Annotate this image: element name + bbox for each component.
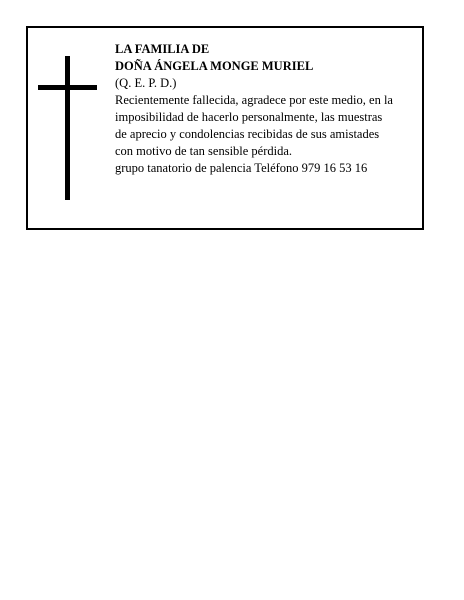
obituary-notice	[26, 26, 424, 230]
notice-heading-family: LA FAMILIA DE	[115, 42, 210, 56]
notice-footer-contact: grupo tanatorio de palencia Teléfono 979 16 53 16	[115, 161, 368, 175]
cross-horizontal-bar	[38, 85, 97, 90]
notice-body-line: de aprecio y condolencias recibidas de sus amistades	[115, 127, 380, 141]
notice-qepd: (Q. E. P. D.)	[115, 76, 177, 90]
cross-vertical-bar	[65, 56, 70, 200]
notice-body-line: Recientemente fallecida, agradece por este medio, en la	[115, 93, 393, 107]
notice-body-line: imposibilidad de hacerlo personalmente, las muestras	[115, 110, 383, 124]
notice-heading-name: DOÑA ÁNGELA MONGE MURIEL	[115, 59, 314, 73]
notice-body-line: con motivo de tan sensible pérdida.	[115, 144, 293, 158]
notice-text	[115, 41, 421, 177]
